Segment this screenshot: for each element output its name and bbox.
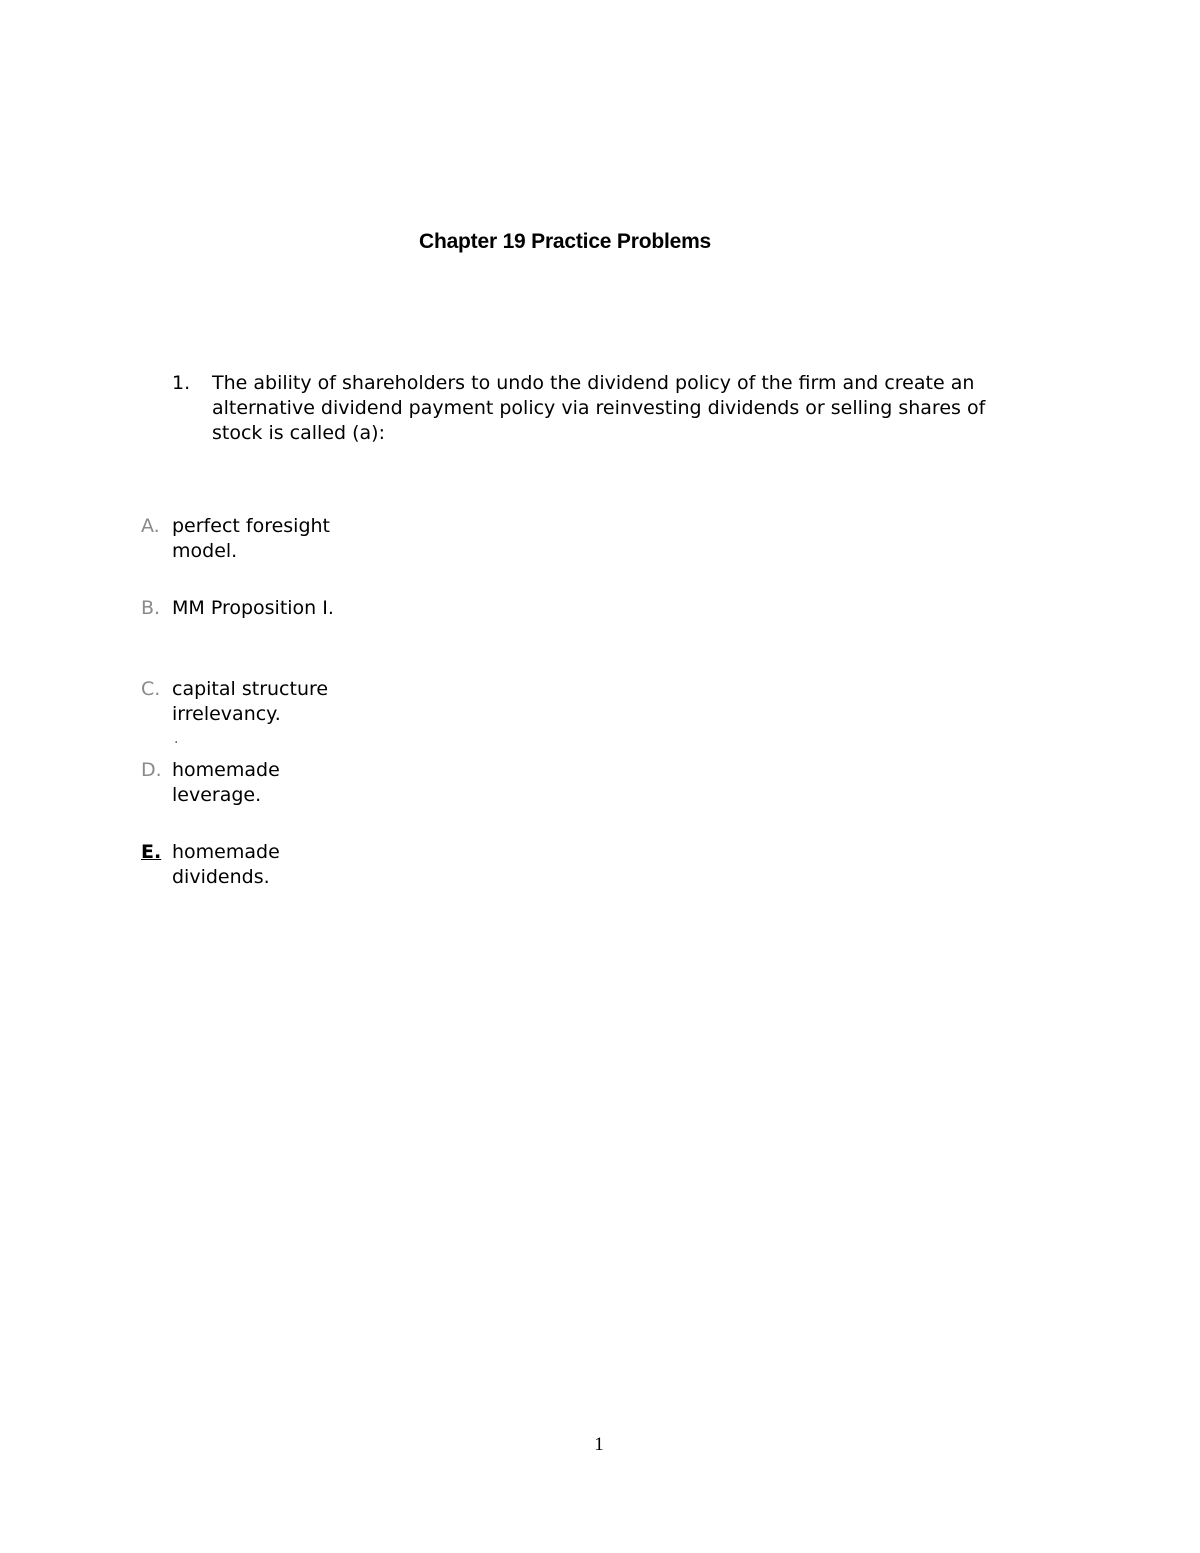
option-e-answer <box>141 840 347 890</box>
option-a <box>141 514 347 564</box>
stray-dot: . <box>174 731 179 747</box>
option-text: homemade dividends. <box>172 841 280 888</box>
option-text: MM Proposition I. <box>172 597 334 619</box>
question-1 <box>172 371 1032 446</box>
option-text: capital structure irrelevancy. <box>172 678 329 725</box>
option-letter: D. <box>141 759 162 781</box>
option-d <box>141 758 347 808</box>
option-letter: B. <box>141 597 161 619</box>
page-title: Chapter 19 Practice Problems <box>418 230 712 253</box>
option-b <box>141 596 347 621</box>
option-letter-answer: E. <box>141 841 162 863</box>
option-letter: C. <box>141 678 161 700</box>
question-text: The ability of shareholders to undo the dividend policy of the firm and create an alternative dividend payment policy via reinvesting dividends or selling shares of stock is called (a): <box>212 372 986 444</box>
option-c <box>141 677 347 727</box>
option-text: perfect foresight model. <box>172 515 331 562</box>
option-letter: A. <box>141 515 160 537</box>
question-number: 1. <box>172 372 191 394</box>
page-number: 1 <box>594 1434 604 1455</box>
option-text: homemade leverage. <box>172 759 280 806</box>
